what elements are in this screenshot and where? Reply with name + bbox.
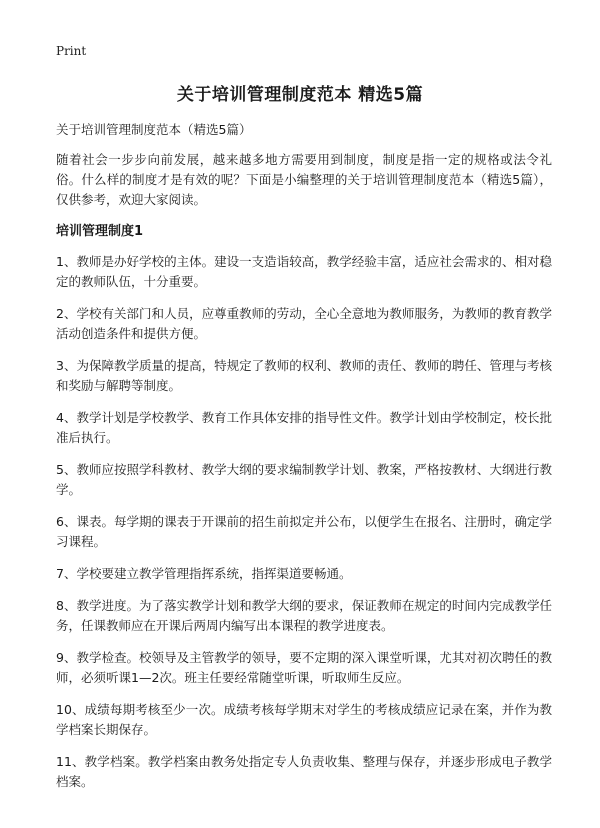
print-label: Print <box>56 44 87 58</box>
list-item: 10、成绩每期考核至少一次。成绩考核每学期末对学生的考核成绩应记录在案，并作为教学档案长期保存。 <box>56 702 552 737</box>
document-title: 关于培训管理制度范本 精选5篇 <box>176 85 424 105</box>
list-item: 2、学校有关部门和人员，应尊重教师的劳动，全心全意地为教师服务，为教师的教育教学活动创造条件和提供方便。 <box>56 306 552 341</box>
document-body <box>56 120 552 804</box>
section-heading: 培训管理制度1 <box>56 224 144 239</box>
list-item: 4、教学计划是学校教学、教育工作具体安排的指导性文件。教学计划由学校制定，校长批准后执行。 <box>56 410 552 445</box>
list-item: 7、学校要建立教学管理指挥系统，指挥渠道要畅通。 <box>56 566 352 581</box>
list-item: 11、教学档案。教学档案由教务处指定专人负责收集、整理与保存，并逐步形成电子教学档案。 <box>56 754 552 789</box>
list-item: 9、教学检查。校领导及主管教学的领导，要不定期的深入课堂听课，尤其对初次聘任的教师，必须听课1—2次。班主任要经常随堂听课，听取师生反应。 <box>56 650 552 685</box>
list-item: 6、课表。每学期的课表于开课前的招生前拟定并公布，以便学生在报名、注册时，确定学习课程。 <box>56 514 552 549</box>
document-subtitle: 关于培训管理制度范本（精选5篇） <box>56 122 252 137</box>
list-item: 3、为保障教学质量的提高，特规定了教师的权利、教师的责任、教师的聘任、管理与考核和奖励与解聘等制度。 <box>56 358 552 393</box>
list-item: 5、教师应按照学科教材、教学大纲的要求编制教学计划、教案，严格按教材、大纲进行教学。 <box>56 462 552 497</box>
intro-paragraph: 随着社会一步步向前发展，越来越多地方需要用到制度，制度是指一定的规格或法令礼俗。什么样的制度才是有效的呢？下面是小编整理的关于培训管理制度范本（精选5篇），仅供参考，欢迎大家阅读。 <box>56 152 552 207</box>
list-item: 8、教学进度。为了落实教学计划和教学大纲的要求，保证教师在规定的时间内完成教学任务，任课教师应在开课后两周内编写出本课程的教学进度表。 <box>56 598 552 633</box>
list-item: 1、教师是办好学校的主体。建设一支造诣较高，教学经验丰富，适应社会需求的、相对稳定的教师队伍，十分重要。 <box>56 254 552 289</box>
